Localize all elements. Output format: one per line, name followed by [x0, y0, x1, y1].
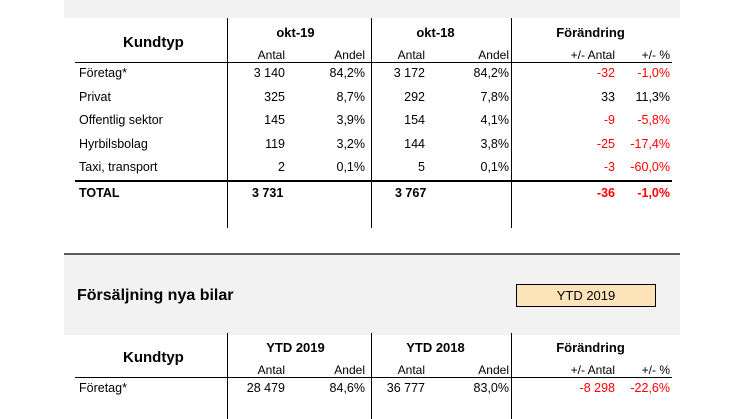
- diff-antal: -25: [596, 136, 615, 151]
- antal-previous: 36 777: [386, 381, 425, 395]
- diff-antal: -9: [603, 113, 615, 127]
- antal-previous: 144: [404, 136, 425, 151]
- body-divider: [371, 377, 372, 419]
- body-divider: [227, 377, 228, 419]
- ytd-selector[interactable]: YTD 2019: [516, 284, 656, 307]
- section-ytd: [64, 253, 680, 335]
- header-divider: [371, 18, 372, 62]
- sub-antal-2: Antal: [397, 363, 425, 377]
- header-divider: [227, 333, 228, 377]
- table-row: [75, 156, 672, 180]
- sub-diff-antal: +/- Antal: [570, 363, 615, 377]
- andel-previous: 3,8%: [480, 136, 509, 151]
- diff-antal: 33: [601, 89, 615, 104]
- andel-current: 84,6%: [329, 381, 365, 395]
- top-band: [64, 0, 680, 18]
- header-kundtyp: Kundtyp: [123, 349, 184, 366]
- diff-pct: -60,0%: [630, 160, 670, 174]
- diff-pct: -5,8%: [637, 113, 670, 127]
- andel-previous: 7,8%: [480, 89, 509, 104]
- sub-andel-1: Andel: [334, 48, 365, 62]
- body-divider: [511, 377, 512, 419]
- andel-current: 3,2%: [336, 136, 365, 151]
- antal-previous: 3 172: [393, 66, 425, 80]
- header-divider: [511, 18, 512, 62]
- header-group-previous: YTD 2018: [406, 340, 465, 355]
- table-ytd: [75, 333, 672, 401]
- header-divider: [371, 333, 372, 377]
- row-label: Företag*: [79, 66, 127, 80]
- row-label: Privat: [79, 89, 111, 104]
- diff-pct: -1,0%: [637, 66, 670, 80]
- table-row: [75, 133, 672, 157]
- header-group-change: Förändring: [556, 25, 625, 40]
- row-label: Offentlig sektor: [79, 113, 163, 127]
- header-divider: [227, 18, 228, 62]
- total-row: [75, 180, 672, 204]
- diff-pct: -22,6%: [630, 381, 670, 395]
- body-divider: [227, 62, 228, 228]
- diff-antal: -8 298: [579, 381, 615, 395]
- table-header: [75, 18, 672, 62]
- andel-current: 3,9%: [336, 113, 365, 127]
- sub-diff-pct: +/- %: [641, 363, 670, 377]
- body-divider: [371, 62, 372, 228]
- andel-previous: 4,1%: [480, 113, 509, 127]
- header-group-previous: okt-18: [416, 25, 455, 40]
- row-label: Taxi, transport: [79, 160, 158, 174]
- diff-antal: -32: [596, 66, 615, 80]
- sub-andel-2: Andel: [478, 363, 509, 377]
- table-header: [75, 333, 672, 377]
- antal-current: 145: [264, 113, 285, 127]
- sub-antal-1: Antal: [257, 48, 285, 62]
- andel-previous: 0,1%: [480, 160, 509, 174]
- table-okt: [75, 18, 672, 204]
- sub-diff-pct: +/- %: [641, 48, 670, 62]
- antal-current: 2: [278, 160, 285, 174]
- sub-diff-antal: +/- Antal: [570, 48, 615, 62]
- andel-current: 8,7%: [336, 89, 365, 104]
- body-divider: [511, 62, 512, 228]
- sub-antal-2: Antal: [397, 48, 425, 62]
- sub-andel-1: Andel: [334, 363, 365, 377]
- sub-antal-1: Antal: [257, 363, 285, 377]
- diff-pct: 11,3%: [635, 89, 670, 104]
- row-label: Företag*: [79, 381, 127, 395]
- andel-current: 84,2%: [329, 66, 365, 80]
- table-row: [75, 62, 672, 86]
- row-label: Hyrbilsbolag: [79, 136, 148, 151]
- antal-previous: 154: [404, 113, 425, 127]
- total-antal-previous: 3 767: [395, 185, 427, 200]
- diff-antal: -3: [603, 160, 615, 174]
- diff-pct: -17,4%: [630, 136, 670, 151]
- andel-previous: 84,2%: [473, 66, 509, 80]
- header-kundtyp: Kundtyp: [123, 34, 184, 51]
- antal-previous: 292: [404, 89, 425, 104]
- table-row: [75, 377, 672, 401]
- section-title: Försäljning nya bilar: [77, 287, 234, 304]
- header-group-current: YTD 2019: [266, 340, 325, 355]
- andel-current: 0,1%: [336, 160, 365, 174]
- antal-previous: 5: [418, 160, 425, 174]
- total-label: TOTAL: [79, 185, 120, 200]
- total-diff-antal: -36: [596, 185, 615, 200]
- total-diff-pct: -1,0%: [637, 185, 670, 200]
- antal-current: 325: [264, 89, 285, 104]
- header-group-change: Förändring: [556, 340, 625, 355]
- andel-previous: 83,0%: [473, 381, 509, 395]
- antal-current: 3 140: [253, 66, 285, 80]
- antal-current: 28 479: [246, 381, 285, 395]
- antal-current: 119: [265, 136, 285, 151]
- table-body: [75, 377, 672, 401]
- table-row: [75, 109, 672, 133]
- table-row: [75, 86, 672, 110]
- total-antal-current: 3 731: [252, 185, 284, 200]
- table-body: [75, 62, 672, 180]
- sub-andel-2: Andel: [478, 48, 509, 62]
- header-divider: [511, 333, 512, 377]
- header-group-current: okt-19: [276, 25, 315, 40]
